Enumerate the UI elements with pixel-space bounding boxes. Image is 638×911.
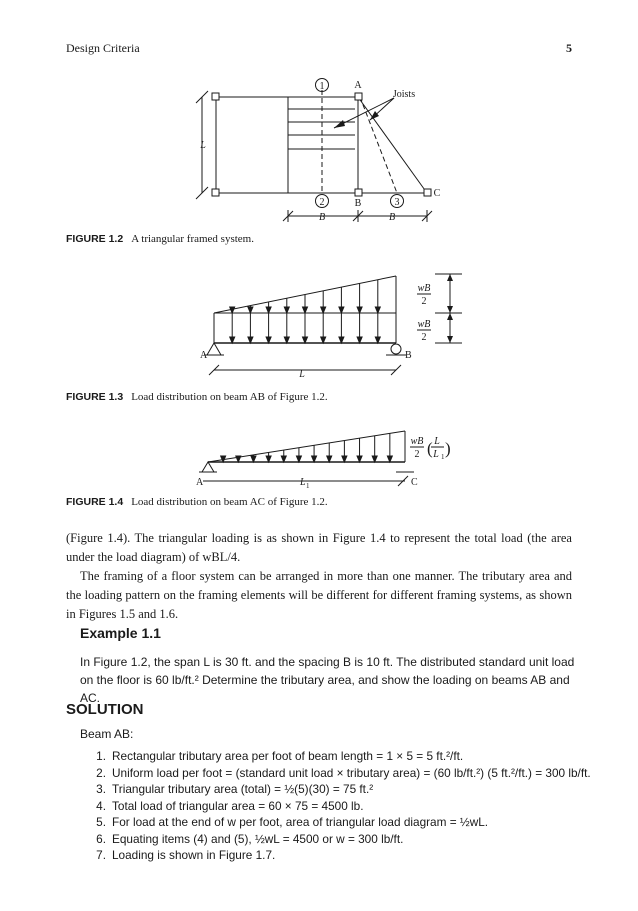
load-arrow-head — [339, 307, 344, 313]
load-arrow-head — [230, 337, 235, 343]
load-arrow-head — [230, 307, 235, 313]
paragraph: (Figure 1.4). The triangular loading is as shown in Figure 1.4 to represent the total load (the area under the load diagram) of wBL/4. — [66, 531, 572, 564]
figure-1-2-caption — [66, 233, 254, 245]
svg-text:(: ( — [427, 439, 433, 458]
load-arrow-head — [387, 456, 392, 462]
caption-label: FIGURE 1.3 — [66, 391, 124, 403]
ratio-numerator: L — [434, 436, 440, 447]
point-c: C — [433, 188, 441, 199]
figure-1-4 — [0, 420, 638, 495]
load-arrow-head — [312, 456, 317, 462]
load-arrow-head — [303, 307, 308, 313]
step-item: 4. Total load of triangular area = 60 × 75 = 4500 lb. — [96, 798, 364, 813]
step-item: 1. Rectangular tributary area per foot of beam length = 1 × 5 = 5 ft.²/ft. — [96, 749, 464, 763]
grid-label-2: 2 — [319, 197, 325, 208]
load-bottom-denominator: 2 — [421, 332, 427, 343]
column-marker — [212, 93, 219, 100]
column-marker-a — [355, 93, 362, 100]
point-a: A — [354, 80, 362, 91]
figure-1-3 — [0, 260, 638, 390]
load-arrow-head — [375, 337, 380, 343]
step-item: 5. For load at the end of w per foot, area of triangular load diagram = ½wL. — [96, 815, 489, 829]
load-arrow-head — [251, 456, 256, 462]
column-marker-c — [424, 189, 431, 196]
beam-ab-label: Beam AB: — [80, 727, 134, 741]
joists-label: Joists — [392, 89, 416, 100]
solution-heading: SOLUTION — [66, 701, 144, 718]
load-top-denominator: 2 — [421, 296, 427, 307]
load-arrow-head — [284, 337, 289, 343]
pin-support-a — [207, 343, 221, 355]
load-arrow-head — [221, 456, 226, 462]
point-a: A — [200, 350, 208, 361]
dim-l1-label: L — [300, 477, 306, 488]
load-numerator: wB — [410, 436, 424, 447]
dim-b-label: B — [388, 212, 396, 223]
caption-text: A triangular framed system. — [131, 233, 254, 245]
load-top-numerator: wB — [417, 283, 431, 294]
dim-l-label: L — [299, 369, 305, 380]
arrow-head — [334, 120, 345, 128]
load-arrow-head — [321, 337, 326, 343]
load-arrow-head — [266, 337, 271, 343]
figure-1-3-caption — [66, 391, 328, 403]
load-arrow-head — [375, 307, 380, 313]
load-arrow-head — [342, 456, 347, 462]
point-c: C — [411, 477, 418, 488]
figure-1-4-caption — [66, 496, 328, 508]
column-marker — [212, 189, 219, 196]
pin-support-a — [202, 462, 214, 472]
caption-label: FIGURE 1.4 — [66, 496, 124, 508]
load-arrow-head — [284, 307, 289, 313]
load-arrow-head — [327, 456, 332, 462]
svg-text:): ) — [445, 439, 451, 458]
step-item: 2. Uniform load per foot = (standard unit load × tributary area) = (60 lb/ft.²) (5 ft.²/ft.) = 300 lb/ft. — [96, 765, 591, 780]
load-arrow-head — [357, 456, 362, 462]
load-arrow-head — [296, 456, 301, 462]
grid-label-1: 1 — [319, 81, 325, 92]
beam-ac — [358, 97, 427, 193]
paragraph: The framing of a floor system can be arranged in more than one manner. The tributary area and the loading pattern on the framing elements will be different for different framing systems, as shown in Figures 1.5 and 1.6. — [66, 569, 572, 621]
caption-text: Load distribution on beam AC of Figure 1.2. — [131, 496, 328, 508]
point-b: B — [354, 198, 362, 209]
figure-1-2 — [0, 0, 638, 240]
example-title: Example 1.1 — [80, 625, 161, 641]
caption-label: FIGURE 1.2 — [66, 233, 124, 245]
ratio-denominator: L — [433, 449, 439, 460]
load-arrow-head — [248, 337, 253, 343]
load-arrow-head — [321, 307, 326, 313]
load-arrow-head — [281, 456, 286, 462]
step-item: 3. Triangular tributary area (total) = ½(5)(30) = 75 ft.² — [96, 782, 374, 796]
load-arrow-head — [357, 337, 362, 343]
step-item: 7. Loading is shown in Figure 1.7. — [96, 848, 276, 862]
svg-text:1: 1 — [306, 482, 310, 490]
point-a: A — [196, 477, 204, 488]
roller-support-b — [391, 344, 401, 354]
load-arrow-head — [357, 307, 362, 313]
load-arrow-head — [236, 456, 241, 462]
example-text: In Figure 1.2, the span L is 30 ft. and the spacing B is 10 ft. The distributed standard unit load on the floor is 60 lb/ft.² Determine the tributary area, and show the loading on beams AB and AC. — [80, 655, 575, 705]
column-marker-b — [355, 189, 362, 196]
load-arrow-head — [248, 307, 253, 313]
load-arrow-head — [339, 337, 344, 343]
solution-steps — [80, 748, 600, 864]
load-arrow-head — [303, 337, 308, 343]
point-b: B — [405, 350, 412, 361]
running-header: Design Criteria — [66, 41, 140, 55]
load-denominator: 2 — [414, 449, 420, 460]
load-bottom-numerator: wB — [417, 319, 431, 330]
dim-b-label: B — [318, 212, 326, 223]
load-arrow-head — [266, 456, 271, 462]
page-number: 5 — [566, 41, 572, 55]
caption-text: Load distribution on beam AB of Figure 1.2. — [131, 391, 328, 403]
gridline-3 — [360, 97, 397, 193]
svg-text:1: 1 — [441, 453, 445, 461]
grid-label-3: 3 — [394, 197, 400, 208]
load-arrow-head — [372, 456, 377, 462]
step-item: 6. Equating items (4) and (5), ½wL = 4500 or w = 300 lb/ft. — [96, 831, 404, 846]
dim-l-label: L — [200, 140, 206, 151]
load-arrow-head — [266, 307, 271, 313]
